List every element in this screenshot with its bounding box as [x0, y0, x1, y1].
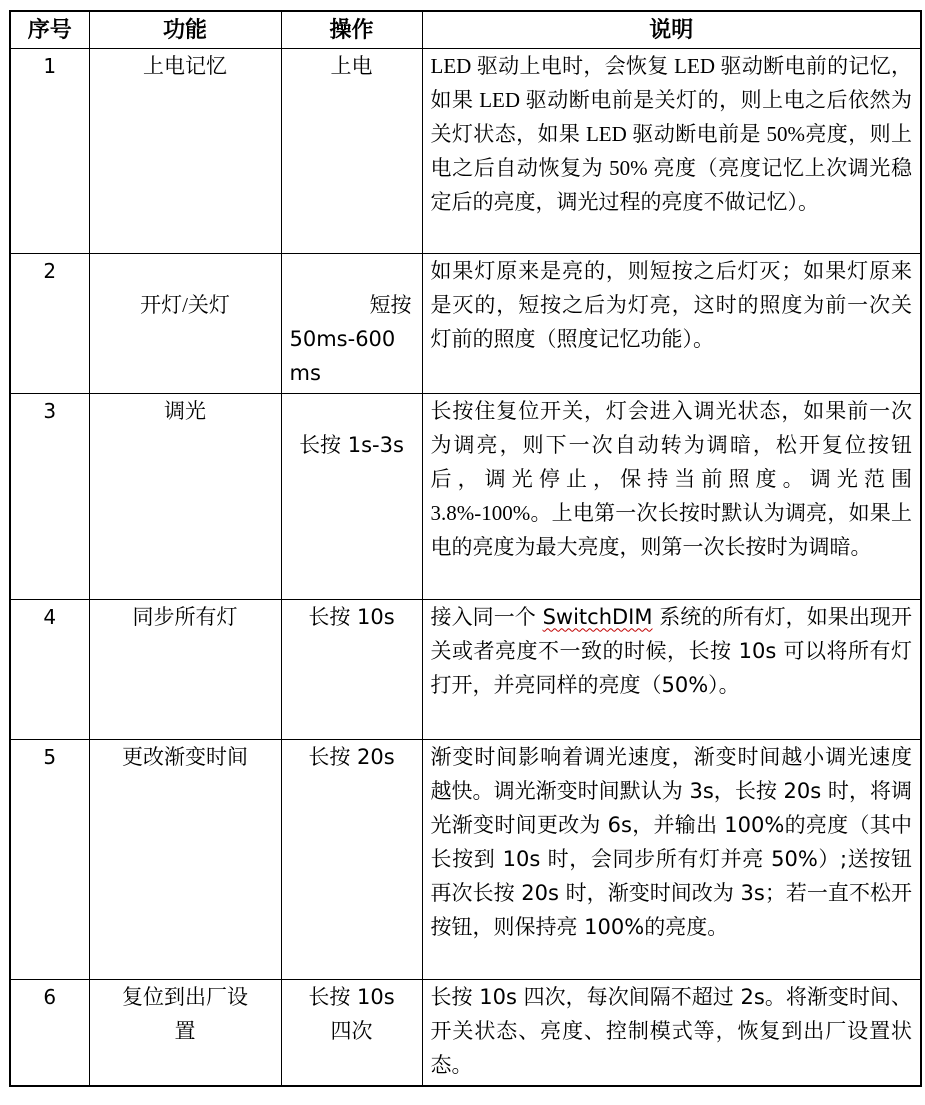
spellcheck-flagged-term: SwitchDIM [542, 604, 653, 629]
description-cell: 渐变时间影响着调光速度，渐变时间越小调光速度越快。调光渐变时间默认为 3s，长按 20s 时，将调光渐变时间更改为 6s，并输出 100%的亮度（其中长按到 10s 时，会同步所有灯并亮 50%）;送按钮再次长按 20s 时，渐变时间改为 3s；若一直不松开按钮，则保持亮 100%的亮度。 [422, 739, 921, 979]
function-line: 复位到出厂设 [122, 984, 248, 1009]
description-text: 系统的所有灯，如果出现开关或者亮度不一致的时候，长按 10s 可以将所有灯打开，并亮同样的亮度（50%）。 [430, 604, 912, 697]
column-header-number: 序号 [10, 11, 89, 48]
row-number: 4 [10, 599, 89, 739]
function-cell: 上电记忆 [89, 48, 281, 253]
table-row [10, 599, 921, 739]
operation-line: 短按 [369, 292, 412, 317]
description-cell: LED 驱动上电时，会恢复 LED 驱动断电前的记忆，如果 LED 驱动断电前是关灯的，则上电之后依然为关灯状态，如果 LED 驱动断电前是 50%亮度，则上电之后自动恢复为 50% 亮度（亮度记忆上次调光稳定后的亮度，调光过程的亮度不做记忆）。 [422, 48, 921, 253]
function-cell: 同步所有灯 [89, 599, 281, 739]
table-row [10, 979, 921, 1086]
table-row [10, 393, 921, 599]
row-number: 5 [10, 739, 89, 979]
table-row [10, 739, 921, 979]
column-header-function: 功能 [89, 11, 281, 48]
table-row [10, 253, 921, 393]
operation-line: 四次 [330, 1018, 373, 1043]
function-spec-table [9, 10, 922, 1087]
operation-line: ms [289, 360, 321, 385]
description-text: 接入同一个 [430, 604, 543, 629]
description-cell: 长按住复位开关，灯会进入调光状态，如果前一次为调亮，则下一次自动转为调暗，松开复位按钮后，调光停止，保持当前照度。调光范围 3.8%-100%。上电第一次长按时默认为调亮，如果上电的亮度为最大亮度，则第一次长按时为调暗。 [422, 393, 921, 599]
function-cell [89, 979, 281, 1086]
row-number: 6 [10, 979, 89, 1086]
operation-cell: 长按 10s [281, 599, 422, 739]
operation-cell: 长按 1s-3s [281, 393, 422, 599]
description-cell [422, 599, 921, 739]
operation-cell [281, 253, 422, 393]
operation-line: 长按 10s [308, 984, 395, 1009]
description-cell: 长按 10s 四次，每次间隔不超过 2s。将渐变时间、开关状态、亮度、控制模式等，恢复到出厂设置状态。 [422, 979, 921, 1086]
operation-cell [281, 979, 422, 1086]
row-number: 2 [10, 253, 89, 393]
function-line: 置 [174, 1018, 196, 1043]
column-header-operation: 操作 [281, 11, 422, 48]
operation-cell: 长按 20s [281, 739, 422, 979]
function-cell: 开灯/关灯 [89, 253, 281, 393]
column-header-description: 说明 [422, 11, 921, 48]
operation-cell: 上电 [281, 48, 422, 253]
operation-line: 50ms-600 [289, 326, 396, 351]
function-cell: 更改渐变时间 [89, 739, 281, 979]
row-number: 1 [10, 48, 89, 253]
table-row [10, 48, 921, 253]
row-number: 3 [10, 393, 89, 599]
description-cell: 如果灯原来是亮的，则短按之后灯灭；如果灯原来是灭的，短按之后为灯亮，这时的照度为前一次关灯前的照度（照度记忆功能）。 [422, 253, 921, 393]
header-row [10, 11, 921, 48]
function-cell: 调光 [89, 393, 281, 599]
